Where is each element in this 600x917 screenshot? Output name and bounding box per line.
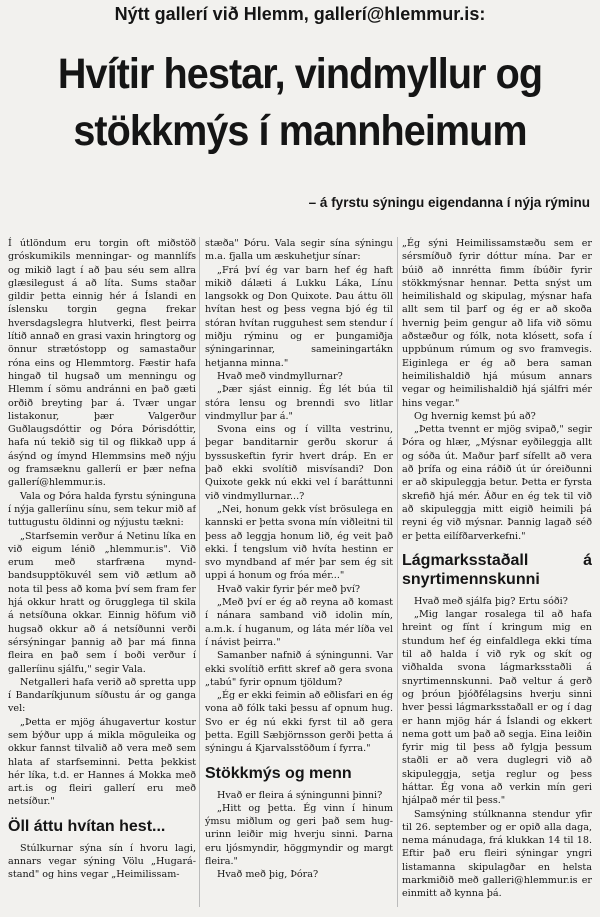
kicker: Nýtt gallerí við Hlemm, gallerí@hlemmur.is: — [114, 4, 486, 24]
paragraph: „Hitt og þetta. Ég vinn í hinum ýmsu miðlum og geri það sem hugurinn leiðir mig hverju sinni. Þarna eru ljósmyndir, höggmyndir og margt fleira." — [205, 802, 393, 868]
paragraph: Hvað vakir fyrir þér með því? — [217, 583, 361, 595]
section-heading: Öll áttu hvítan hest... — [8, 817, 166, 835]
paragraph: Hvað með þig, Þóra? — [217, 869, 319, 881]
paragraph: „Með því er ég að reyna að komast í nánara samband við idolin mín, a.m.k. í huganum, og láta mér líða vel í návist þeirra." — [205, 597, 393, 648]
paragraph: Hvað með vindmyllurnar? — [217, 370, 343, 382]
paragraph: „Frá því ég var barn hef ég haft mikið dálæti á Lukku Láka, Línu langsokk og Don Quixote. Þau áttu öll hvítan hest og þess vegna bjó ég til stóran hvítan rugguhest sem stendur í miðju rýminu og er þungamiðja sýningarinnar, sameiningartákn hetjanna minna." — [205, 264, 393, 369]
paragraph: Stúlkurnar sýna sín í hvoru lagi, annars vegar sýning Völu „Hugarástand" og hins vegar „Heimilissam- — [8, 842, 196, 881]
paragraph: „Mig langar rosalega til að hafa hreint og fínt í kringum mig en stundum hef ég einfaldlega ekki tíma til að halda í við ryk og skít og viðhalda svona lágmarksstaðli á snyrtimennskunni. Það veltur á gerð og þróun þjóðfélagsins hverju sinni hver þessi lágmarksstaðall er og í dag er hann mjög hár á Íslandi og ekkert nema gott um það að segja. Eina leiðin fyrir mig til þess að fylgja þessum staðli er að vera duglegri við að skipuleggja, setja reglur og þess háttar. Ég vona að verkin mín geri hjálpað mér til þess." — [402, 609, 592, 807]
column-divider — [199, 237, 200, 907]
column-1 — [8, 237, 196, 917]
headline-line-1: Hvítir hestar, vindmyllur og — [57, 50, 543, 98]
paragraph: „Þær sjást einnig. Ég lét búa til stóra lensu og brenndi svo litlar vindmyllur þar á." — [205, 384, 393, 422]
column-divider — [397, 237, 398, 907]
paragraph: Í útlöndum eru torgin oft miðstöð gróskumikils menningar- og mannlífs og mikið lagt í að þau séu sem allra glæsilegust á að líta. Sums staðar gildir þetta einnig hér á Íslandi en íslensku torgin gegna frekar hversdagslegra hlutverki, flest þeirra lítið annað en grasi vaxin hringtorg og önnur strætóstopp og samastaður róna eins og Hlemmtorg. Fæstir hafa hingað til hugsað um menningu og Hlemm í sömu andránni en það gæti orðið breyting þar á. Tvær ungar listakonur, þær Valgerður Guðlaugsdóttir og Þóra Þórisdóttir, hafa nú tekið sig til og flikkað upp á ásýnd og ímynd Hlemmsins með nýju og framsæknu galleríi er þær nefna gallerí@hlemmur.is. — [8, 238, 196, 489]
paragraph: Samanber nafnið á sýningunni. Var ekki svolítið erfitt skref að gera svona „tabú" fyrir opnum tjöldum? — [205, 650, 393, 688]
paragraph: Hvað með sjálfa þig? Ertu sóði? — [414, 595, 568, 607]
paragraph: Og hvernig kemst þú að? — [414, 410, 536, 422]
paragraph: „Starfsemin verður á Netinu líka en við eigum lénið „hlemmur.is". Við erum með starfræna myndbandsupptökuvél sem við ætlum að nota til þess að koma því sem fram fer hjá okkur hratt og örugglega til skila á netsíðuna okkar. Einnig höfum við hugsað okkur að á netsíðunni verði sérsýningar þannig að þar má finna fleira en það sem í boði verður í galleríinu sjálfu," segir Vala. — [8, 530, 196, 675]
paragraph: Hvað er fleira á sýningunni þinni? — [217, 789, 383, 801]
column-3 — [402, 237, 592, 917]
column-2 — [205, 237, 393, 917]
headline — [24, 46, 576, 160]
paragraph: „Ég er ekki feimin að eðlisfari en ég vona að fólk taki þessu af opnum hug. Svo er ég nú ekki fyrst til að gera þetta. Egill Sæbjörnsson gerði þetta á sýningu á Kjarvalsstöðum í fyrra." — [205, 690, 393, 755]
paragraph: „Ég sýni Heimilissamstæðu sem er sérsmíðuð fyrir dóttur mína. Þar er búið að innrétta fimm íbúðir fyrir stökkmýsnar hennar. Þetta snýst um heimilishald og skipulag, mýsnar hafa allt sem til þarf og ég er að skoða hvernig þeim gengur að lifa við sömu aðstæður og fólk, nota klósett, sofa í uppbúnum rúmum og svo framvegis. Eiginlega er ég að bera saman heimilishaldið hjá músum annars vegar og heimilishaldið hjá sjálfri mér hins vegar." — [402, 238, 592, 409]
paragraph: Samsýning stúlknanna stendur yfir til 26. september og er opið alla daga, nema mánudaga, frá klukkan 14 til 18. Eftir það eru fleiri sýningar yngri listamanna skipulagðar en helsta markmiðið með galleri@hlemmur.is er einmitt að kynna þá. — [402, 808, 592, 900]
paragraph: Vala og Þóra halda fyrstu sýninguna í nýja galleríinu sínu, sem tekur mið af tuttugustu öldinni og nýjustu tækni: — [8, 490, 196, 529]
paragraph: Netgalleri hafa verið að spretta upp í Bandaríkjunum síðustu ár og ganga vel: — [8, 676, 196, 715]
paragraph: „Þetta er mjög áhugavertur kostur sem býður upp á mikla möguleika og okkur fannst tilvalið að vera með sem hlata af starfseminni. Þetta þekkist hér líka, t.d. er Hannes á Mokka með art.is og fleiri gallerí eru með netsíður." — [8, 716, 196, 808]
section-heading: Stökkmýs og menn — [205, 764, 352, 782]
paragraph: „Þetta tvennt er mjög svipað," segir Þóra og hlær, „Mýsnar eyðileggja allt og sóða út. Maður þarf sífellt að vera að þrífa og eina ráðið út úr óreiðunni er að skipuleggja betur. Þetta er fyrsta skrefið hjá mér. Áður en ég tek til við að skipuleggja mitt eigið heimili þá reyni ég við mýsnar. Þannig lagað séð er þetta eilífðarverkefni." — [402, 424, 592, 542]
paragraph: Svona eins og í villta vestrinu, þegar banditarnir gerðu skorur á byssuskeftin fyrir hvert dráp. En er það ekki svolítið misvísandi? Don Quixote gekk nú ekki vel í baráttunni við vindmyllurnar...? — [205, 424, 393, 502]
section-heading: Lágmarksstaðall á snyrtimennskunni — [402, 551, 592, 588]
paragraph: stæða" Þóru. Vala segir sína sýningu m.a. fjalla um æskuhetjur sínar: — [205, 238, 393, 263]
paragraph: „Nei, honum gekk víst brösulega en kannski er þetta svona mín viðleitni til þess að leggja honum lið, ég veit það ekki. Í tengslum við hvíta hestinn er svo myndband af mér þar sem ég sit uppi á honum og fróa mér..." — [205, 503, 393, 582]
subhead: – á fyrstu sýningu eigendanna í nýja rýminu — [308, 195, 590, 210]
headline-line-2: stökkmýs í mannheimum — [73, 107, 527, 155]
